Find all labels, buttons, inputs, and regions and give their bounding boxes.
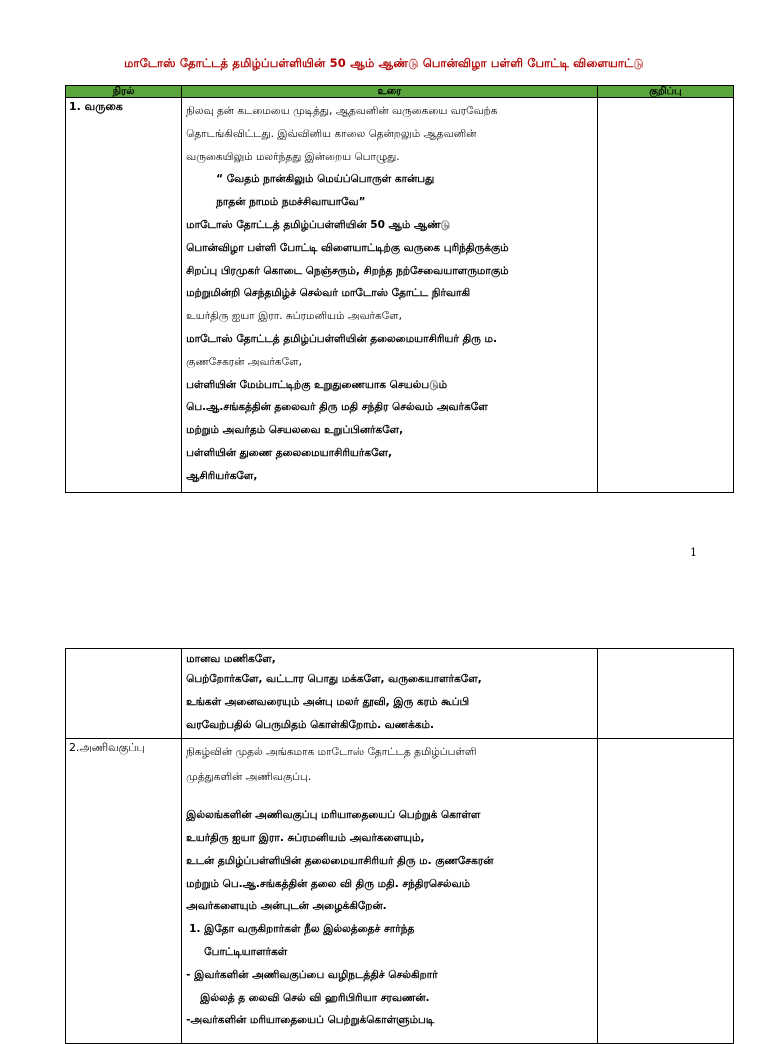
speech-line: உயர்திரு ஐயா இரா. சுப்ரமனியம் அவர்களையும், (186, 831, 425, 844)
header-speech: உரை (182, 86, 598, 98)
program-table-continued (65, 648, 734, 1044)
speech-line: உடன் தமிழ்ப்பள்ளியின் தலைமையாசிரியர் திரு ம. குணசேகரன் (186, 854, 494, 867)
program-cell (66, 98, 182, 493)
speech-line: இல்லத் த லைவி செல் வி ஹரிபிரியா சரவணன். (200, 991, 430, 1004)
notes-cell (597, 98, 733, 493)
speech-line: போட்டியாளர்கள் (204, 945, 288, 958)
page-number: 1 (690, 546, 697, 559)
speech-line: வருகையிலும் மலர்ந்தது இன்றைய பொழுது. (186, 150, 400, 163)
table-row (66, 649, 734, 739)
speech-line: மற்றுமின்றி செந்தமிழ்ச் செல்வர் மாடோஸ் தோட்ட நிர்வாகி (186, 287, 471, 300)
speech-line: பள்ளியின் துணை தலைமையாசிரியர்களே, (186, 446, 393, 459)
speech-cell (182, 739, 598, 1044)
table-row (66, 739, 734, 1044)
speech-line: ஆசிரியர்களே, (186, 469, 258, 482)
speech-line: மற்றும் பெ.ஆ.சங்கத்தின் தலை வி திரு மதி. சந்திரசெல்வம் (186, 877, 471, 890)
header-notes: குறிப்பு (597, 86, 733, 98)
speech-line: முத்துகளின் அணிவகுப்பு. (186, 771, 312, 784)
notes-cell (597, 739, 733, 1044)
blank-line (186, 790, 593, 804)
header-program: நிரல் (66, 86, 182, 98)
speech-line: மற்றும் அவர்தம் செயலவை உறுப்பினர்களே, (186, 424, 404, 437)
speech-line: வரவேற்பதில் பெருமிதம் கொள்கிறோம். வணக்கம். (186, 718, 434, 731)
speech-line: மானவ மணிகளே, (186, 653, 276, 665)
notes-cell (597, 649, 733, 739)
speech-line: தொடங்கிவிட்டது. இவ்வினிய காலை தென்றலும் ஆதவனின் (186, 127, 477, 140)
speech-cell (182, 98, 598, 493)
document-title: மாடோஸ் தோட்டத் தமிழ்ப்பள்ளியின் 50 ஆம் ஆண்டு பொன்விழா பள்ளி போட்டி விளையாட்டு (124, 56, 644, 70)
speech-line: 1. இதோ வருகிறார்கள் நீல இல்லத்தைச் சார்ந்த (189, 923, 415, 936)
speech-line: உங்கள் அனைவரையும் அன்பு மலர் தூவி, இரு கரம் கூப்பி (186, 695, 470, 708)
speech-cell (182, 649, 598, 739)
speech-line: இல்லங்களின் அணிவகுப்பு மரியாதையைப் பெற்றுக் கொள்ள (186, 809, 481, 822)
table-header-row (66, 86, 734, 98)
speech-line: மாடோஸ் தோட்டத் தமிழ்ப்பள்ளியின் தலைமையாசிரியர் திரு ம. (186, 332, 497, 345)
program-label: 2.அணிவகுப்பு (69, 741, 145, 755)
speech-line: -அவர்களின் மரியாதையைப் பெற்றுக்கொள்ளும்படி (186, 1014, 435, 1027)
speech-line: உயர்திரு ஐயா இரா. சுப்ரமனியம் அவர்களே, (186, 310, 402, 323)
table-row (66, 98, 734, 493)
speech-line: பெ.ஆ.சங்கத்தின் தலைவர் திரு மதி சந்திர செல்வம் அவர்களே (186, 401, 488, 414)
speech-line: பள்ளியின் மேம்பாட்டிற்கு உறுதுணையாக செயல்படும் (186, 378, 448, 391)
speech-line: நிலவு தன் கடமையை முடித்து, ஆதவனின் வருகையை வரவேற்க (186, 105, 498, 117)
program-cell (66, 739, 182, 1044)
speech-line: - இவர்களின் அணிவகுப்பை வழிநடத்திச் செல்கிறார் (186, 968, 438, 981)
program-label: 1. வருகை (69, 100, 123, 113)
speech-line: “ வேதம் நான்கிலும் மெய்ப்பொருள் கான்பது (216, 173, 435, 186)
speech-line: சிறப்பு பிரமுகர் கொடை நெஞ்சரும், சிறந்த நற்சேவையாளருமாகும் (186, 264, 509, 277)
program-cell (66, 649, 182, 739)
speech-line: நாதன் நாமம் நமச்சிவாயாவே” (216, 196, 366, 209)
speech-line: அவர்களையும் அன்புடன் அழைக்கிறேன். (186, 900, 387, 913)
speech-line: நிகழ்வின் முதல் அங்கமாக மாடோஸ் தோட்டத தமிழ்ப்பள்ளி (186, 746, 477, 759)
speech-line: பெற்றோர்களே, வட்டார பொது மக்களே, வருகையாளர்களே, (186, 673, 482, 685)
speech-line: மாடோஸ் தோட்டத் தமிழ்ப்பள்ளியின் 50 ஆம் ஆண்டு (186, 218, 450, 231)
program-table (65, 85, 734, 493)
speech-line: பொன்விழா பள்ளி போட்டி விளையாட்டிற்கு வருகை புரிந்திருக்கும் (186, 241, 509, 254)
speech-line: குணசேகரன் அவர்களே, (186, 355, 302, 368)
